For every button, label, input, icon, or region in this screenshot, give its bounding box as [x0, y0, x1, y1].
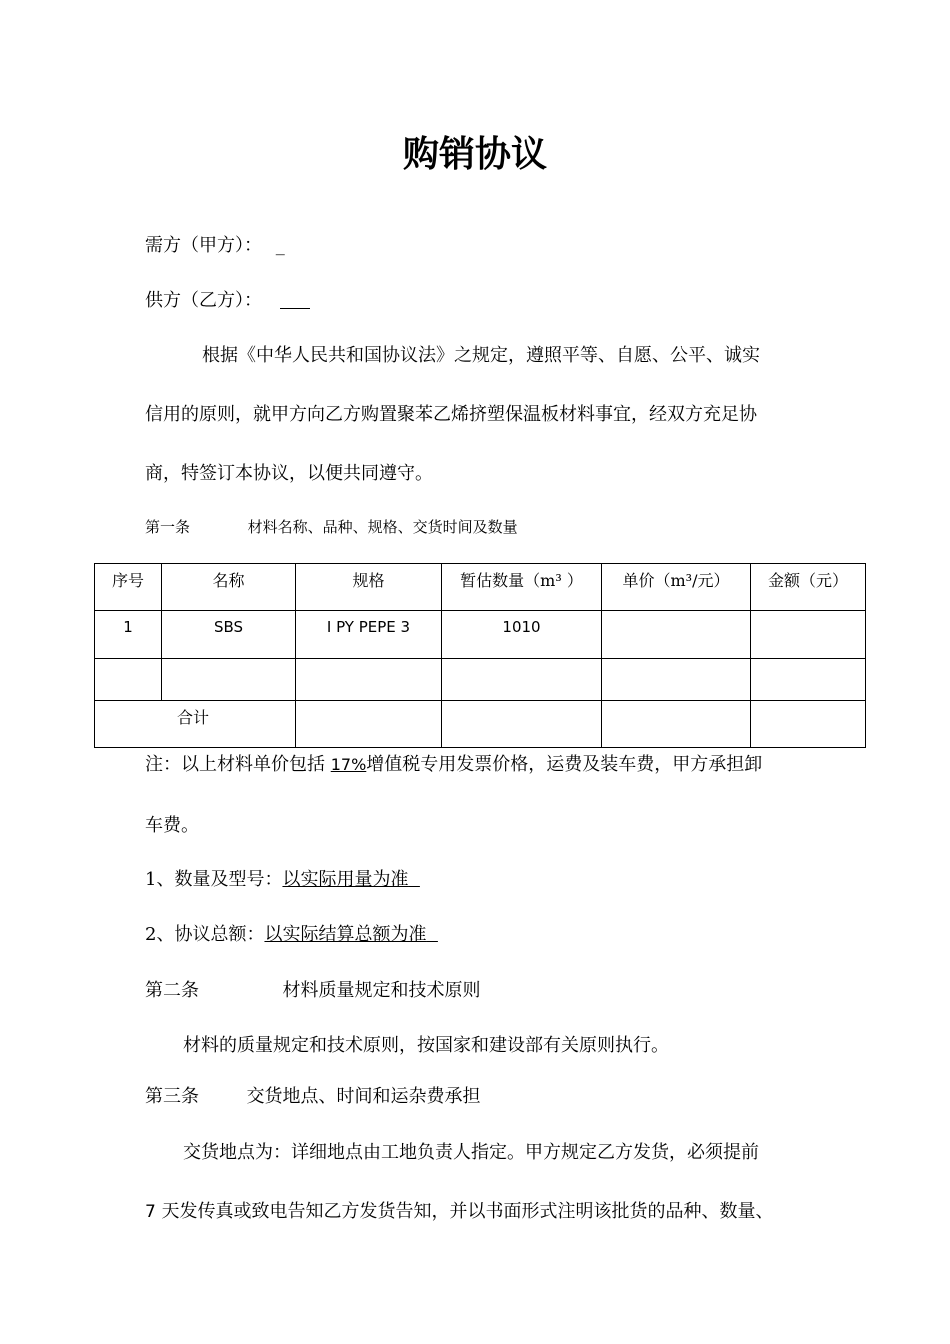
article2-title: 材料质量规定和技术原则	[282, 980, 481, 1001]
article2-heading	[145, 976, 480, 1002]
item1-line	[145, 865, 420, 891]
table-cell: I PY PEPE 3	[296, 611, 442, 659]
materials-table	[94, 563, 866, 748]
note-prefix: 注：以上材料单价包括	[145, 754, 331, 775]
party-b-blank	[280, 292, 310, 309]
table-header-row	[95, 564, 866, 611]
party-b-label: 供方（乙方）：	[145, 290, 262, 311]
table-cell	[95, 659, 162, 701]
item2-line	[145, 920, 438, 946]
table-cell	[296, 701, 442, 748]
article1-title: 材料名称、品种、规格、交货时间及数量	[247, 518, 518, 536]
article3-number: 第三条	[145, 1086, 199, 1107]
header-cell: 名称	[162, 564, 296, 611]
intro-line-1: 根据《中华人民共和国协议法》之规定，遵照平等、自愿、公平、诚实	[202, 345, 760, 366]
table-cell: 1010	[442, 611, 602, 659]
header-cell: 规格	[296, 564, 442, 611]
total-label: 合计	[95, 701, 296, 748]
table-cell	[751, 701, 866, 748]
article3-body-2	[145, 1197, 774, 1223]
party-b-line	[145, 286, 310, 312]
header-cell: 单价（m³/元）	[602, 564, 751, 611]
table-cell	[751, 611, 866, 659]
item2-label: 2、协议总额：	[145, 924, 265, 945]
table-cell	[296, 659, 442, 701]
article3-body-1: 交货地点为：详细地点由工地负责人指定。甲方规定乙方发货，必须提前	[183, 1142, 759, 1163]
article3-heading	[145, 1082, 480, 1108]
party-a-line	[145, 231, 285, 257]
item1-value: 以实际用量为准	[282, 869, 409, 890]
table-cell	[442, 701, 602, 748]
document-title: 购销协议	[402, 134, 547, 175]
party-a-value: _	[275, 235, 285, 256]
table-cell	[162, 659, 296, 701]
table-cell	[442, 659, 602, 701]
header-cell: 暂估数量（m³ ）	[442, 564, 602, 611]
table-row	[95, 611, 866, 659]
article1-heading	[145, 516, 518, 537]
intro-line-3: 商，特签订本协议，以便共同遵守。	[145, 463, 433, 484]
article2-body: 材料的质量规定和技术原则，按国家和建设部有关原则执行。	[183, 1035, 669, 1056]
header-cell: 金额（元）	[751, 564, 866, 611]
note-line-1	[145, 750, 762, 776]
table-cell	[602, 611, 751, 659]
article1-number: 第一条	[145, 518, 191, 536]
party-a-label: 需方（甲方）：	[145, 235, 262, 256]
table-cell: SBS	[162, 611, 296, 659]
item2-value: 以实际结算总额为准	[264, 924, 427, 945]
table-cell	[602, 701, 751, 748]
article2-number: 第二条	[145, 980, 199, 1001]
article3-title: 交货地点、时间和运杂费承担	[246, 1086, 481, 1107]
item1-label: 1、数量及型号：	[145, 869, 283, 890]
vat-rate: 17%	[330, 755, 367, 774]
article3-body-2-text: 天发传真或致电告知乙方发货告知，并以书面形式注明该批货的品种、数量、	[155, 1201, 774, 1222]
table-cell: 1	[95, 611, 162, 659]
table-total-row	[95, 701, 866, 748]
table-cell	[602, 659, 751, 701]
intro-line-2: 信用的原则，就甲方向乙方购置聚苯乙烯挤塑保温板材料事宜，经双方充足协	[145, 404, 757, 425]
table-row	[95, 659, 866, 701]
table-cell	[751, 659, 866, 701]
days-number: 7	[145, 1202, 156, 1222]
header-cell: 序号	[95, 564, 162, 611]
note-suffix: 增值税专用发票价格，运费及装车费，甲方承担卸	[366, 754, 763, 775]
note-line-2: 车费。	[145, 815, 199, 836]
